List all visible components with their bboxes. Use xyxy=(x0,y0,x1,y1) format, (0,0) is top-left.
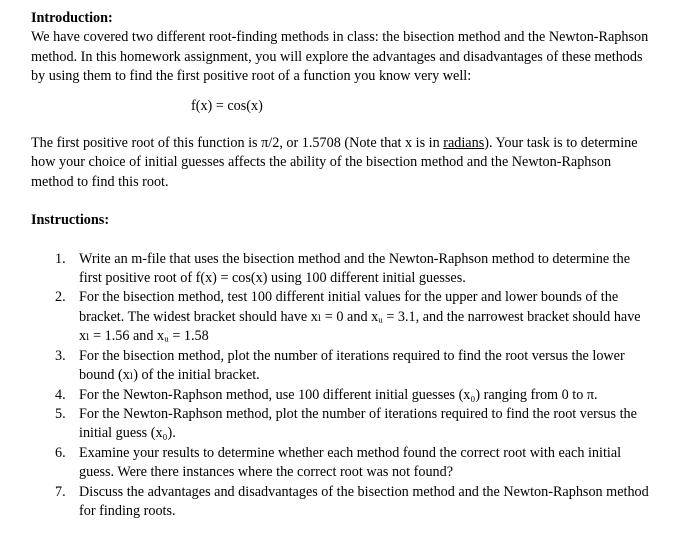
list-item-text: Discuss the advantages and disadvantages of the bisection method and the Newton-Raphson method for finding roots. xyxy=(79,483,649,519)
list-item-text: For the Newton-Raphson method, plot the number of iterations required to find the root versus the initial guess (x₀). xyxy=(79,405,637,442)
list-item xyxy=(31,483,653,522)
root-paragraph-text-after: ). Your task is to determine how your choice of initial guesses affects the ability of the bisection method and the Newton-Raphson method to find this root. xyxy=(31,135,638,190)
list-item-number: 2. xyxy=(55,289,66,306)
root-paragraph-text-before: The first positive root of this function is π/2, or 1.5708 (Note that x is in xyxy=(31,135,444,152)
list-item-number: 4. xyxy=(55,386,66,403)
instructions-list xyxy=(31,250,653,522)
list-item-number: 5. xyxy=(55,405,66,422)
list-item-text: For the bisection method, test 100 different initial values for the upper and lower bounds of the bracket. The widest bracket should have xₗ = 0 and xᵤ = 3.1, and the narrowest bracket should have xₗ = 1.56 and xᵤ = 1.58 xyxy=(79,289,641,345)
list-item xyxy=(31,444,653,483)
instructions-heading: Instructions: xyxy=(31,212,110,229)
list-item-number: 7. xyxy=(55,483,66,500)
list-item-text: Examine your results to determine whether each method found the correct root with each initial guess. Were there instances where the correct root was not found? xyxy=(79,444,622,481)
document xyxy=(31,9,653,521)
list-item xyxy=(31,405,653,444)
list-item xyxy=(31,386,653,405)
list-item xyxy=(31,250,653,289)
introduction-heading: Introduction: xyxy=(31,10,113,26)
list-item-text: Write an m-file that uses the bisection method and the Newton-Raphson method to determine the first positive root of f(x) = cos(x) using 100 different initial guesses. xyxy=(79,250,631,287)
formula: f(x) = cos(x) xyxy=(191,97,263,114)
radians-link[interactable]: radians xyxy=(443,135,485,152)
root-paragraph xyxy=(31,134,653,192)
list-item-number: 6. xyxy=(55,444,66,461)
list-item xyxy=(31,347,653,386)
list-item-text: For the bisection method, plot the number of iterations required to find the root versus the lower bound (xₗ) of the initial bracket. xyxy=(79,347,625,384)
list-item-number: 3. xyxy=(55,347,66,364)
intro-paragraph: We have covered two different root-finding methods in class: the bisection method and the Newton-Raphson method. In this homework assignment, you will explore the advantages and disadvantages of these methods by using them to find the first positive root of a function you know very well: xyxy=(31,29,649,85)
list-item-text: For the Newton-Raphson method, use 100 different initial guesses (x₀) ranging from 0 to π. xyxy=(79,386,598,403)
list-item xyxy=(31,288,653,346)
list-item-number: 1. xyxy=(55,250,66,267)
